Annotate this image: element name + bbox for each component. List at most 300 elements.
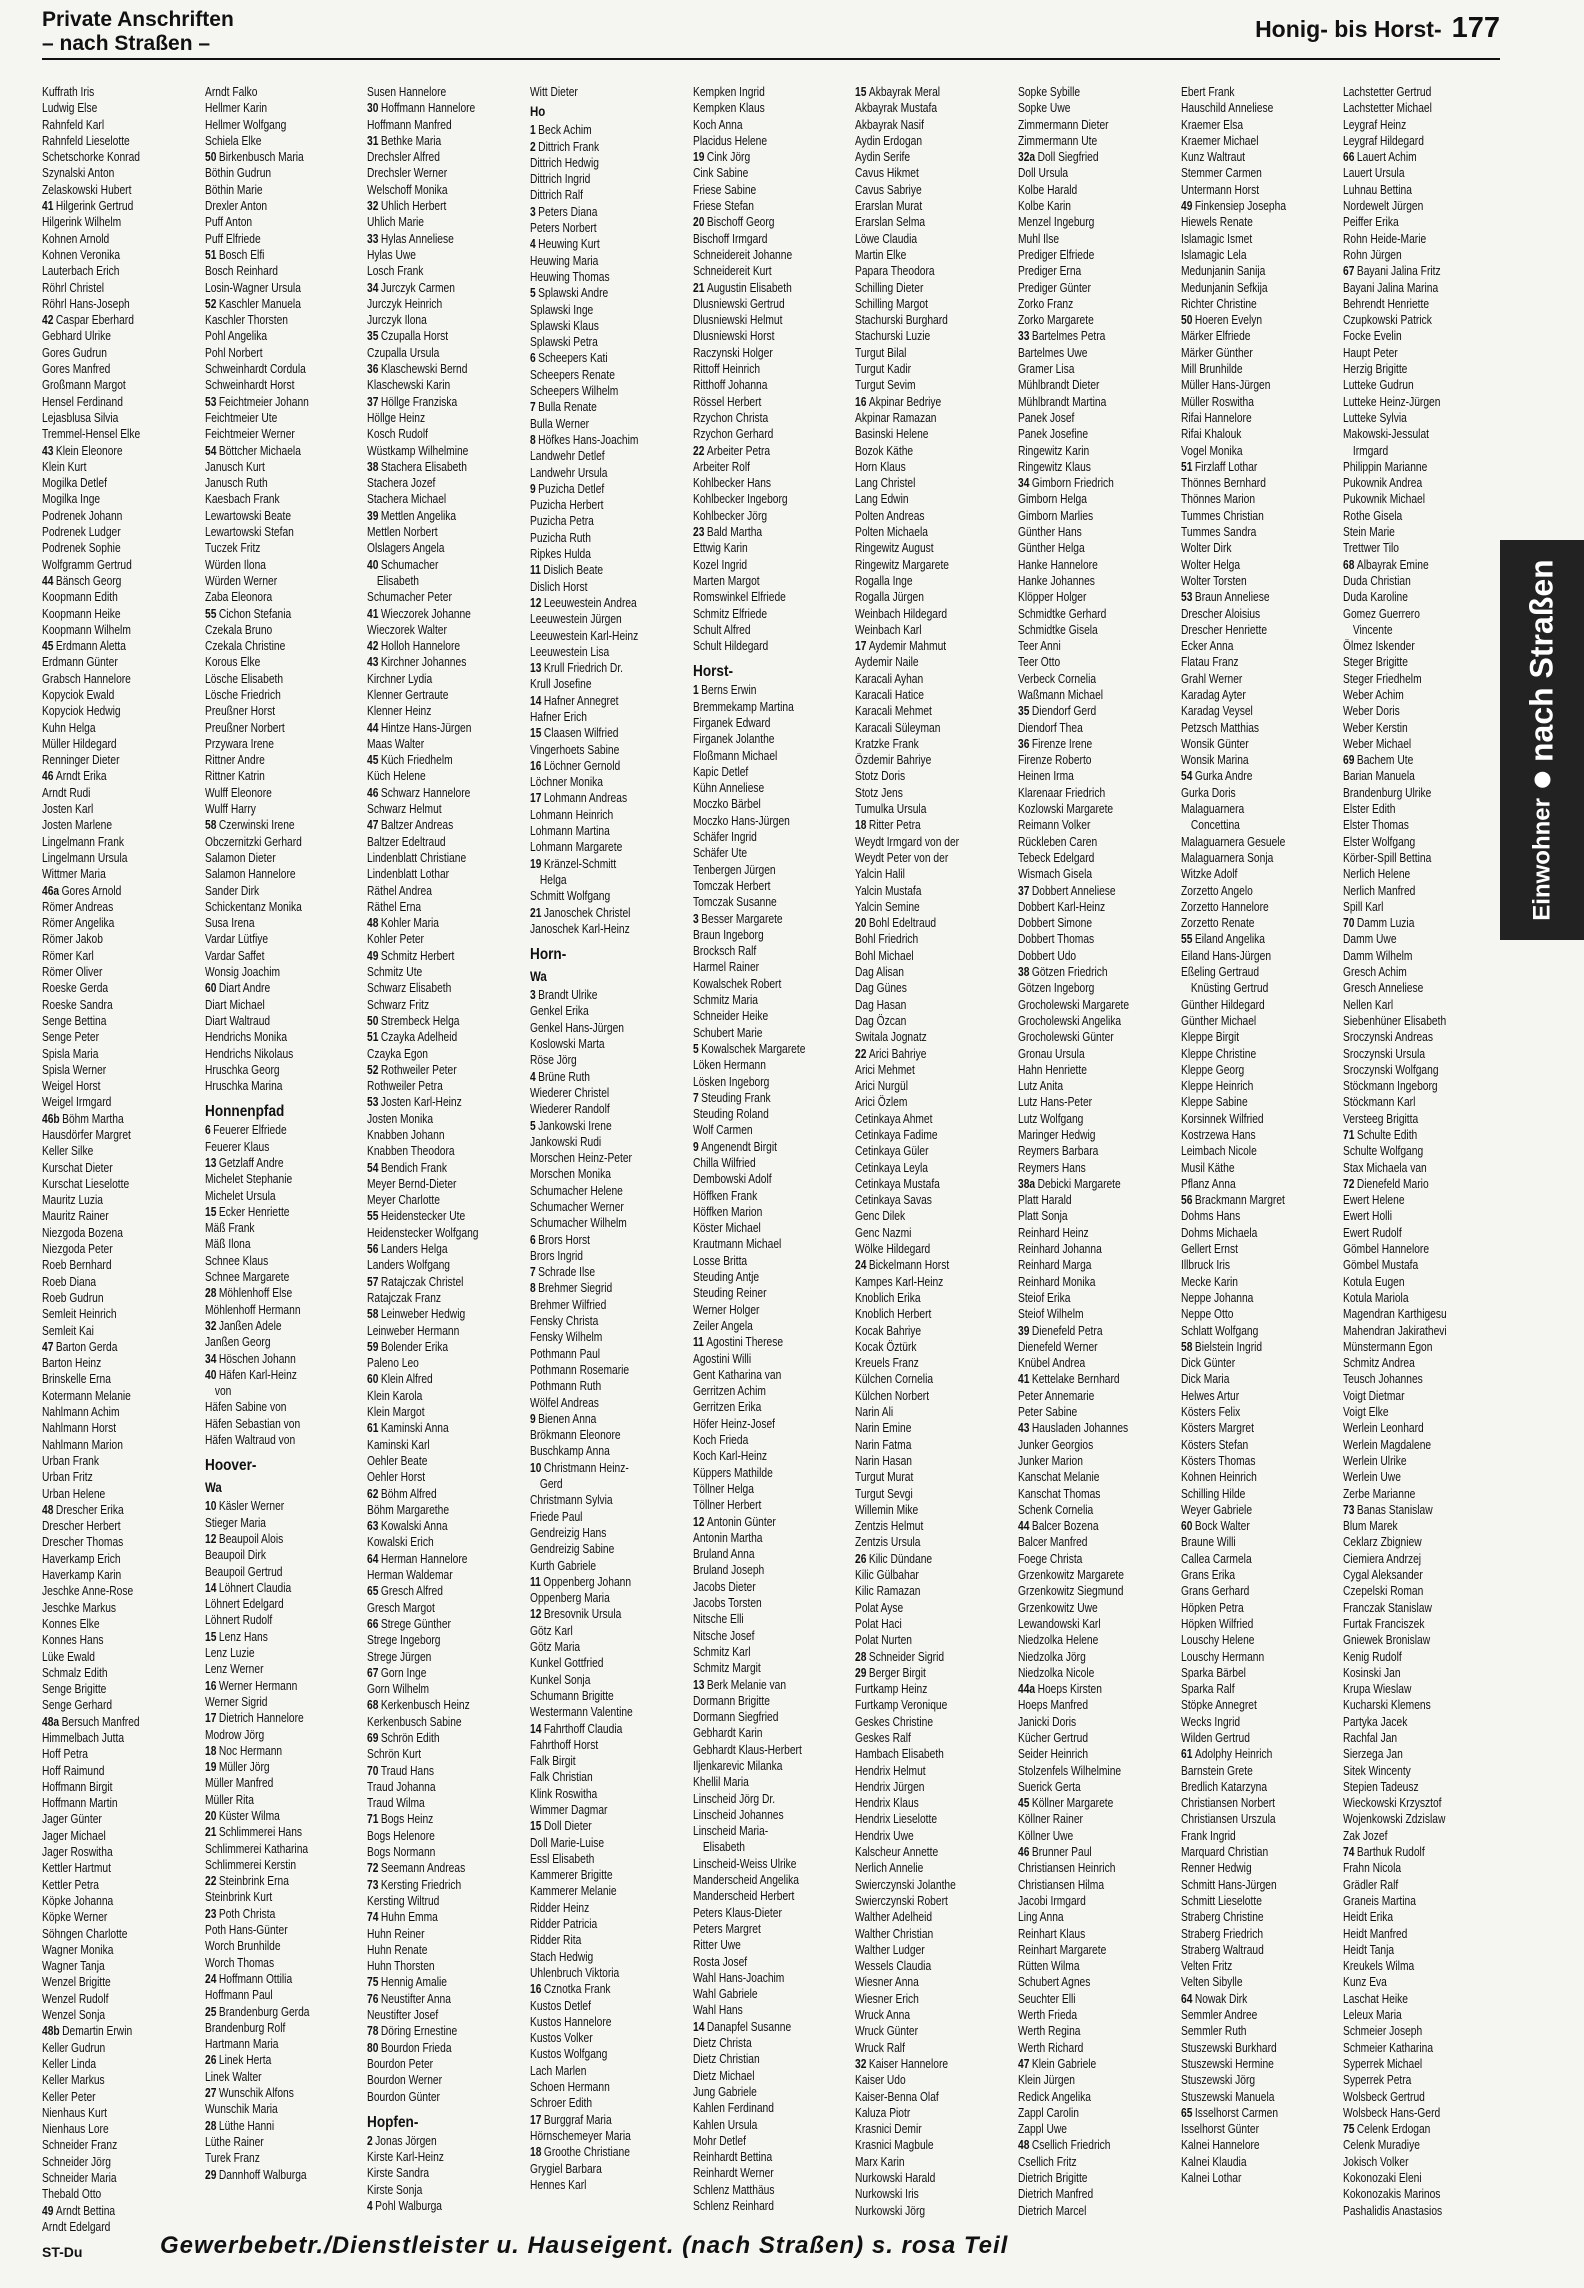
resident-name: Kaiser Hannelore xyxy=(869,2056,949,2071)
resident-name: Basinski Helene xyxy=(855,427,929,442)
resident-name: Külchen Cornelia xyxy=(855,1372,934,1387)
resident-name: Dlusniewski Helmut xyxy=(692,313,783,328)
resident-name: Wolf Carmen xyxy=(692,1123,753,1138)
house-number: 15 xyxy=(204,1629,217,1644)
resident-entry xyxy=(1018,443,1146,459)
resident-entry xyxy=(1018,312,1146,328)
resident-name: Lachstetter Gertrud xyxy=(1343,85,1432,99)
resident-entry xyxy=(205,785,333,801)
resident-entry xyxy=(1018,1844,1146,1860)
resident-entry xyxy=(693,1514,821,1530)
resident-entry xyxy=(855,1600,983,1616)
resident-entry xyxy=(367,1632,495,1648)
resident-entry xyxy=(1018,1502,1146,1518)
resident-name: Keller Linda xyxy=(42,2056,97,2071)
house-number: 50 xyxy=(367,1013,379,1028)
resident-name: Feuerer Klaus xyxy=(204,1139,270,1154)
resident-name: Mauritz Rainer xyxy=(42,1209,109,1224)
resident-name: Köpke Werner xyxy=(42,1910,108,1925)
house-number: 71 xyxy=(1343,1128,1355,1142)
resident-name: Jacobi Irmgard xyxy=(1018,1893,1086,1908)
resident-name: Versteeg Brigitta xyxy=(1343,1111,1419,1126)
resident-entry xyxy=(1181,1860,1309,1876)
resident-entry xyxy=(855,1453,983,1469)
house-number: 43 xyxy=(1018,1421,1030,1436)
resident-name: Tuczek Fritz xyxy=(204,541,261,556)
house-number: 45 xyxy=(1018,1796,1030,1811)
resident-name: Christiansen Heinrich xyxy=(1018,1861,1116,1876)
resident-entry xyxy=(42,165,170,181)
resident-name: Kösters Stefan xyxy=(1180,1437,1248,1452)
resident-entry xyxy=(42,736,170,752)
resident-name: Reinhard Heinz xyxy=(1018,1225,1089,1240)
resident-entry xyxy=(367,801,495,817)
resident-entry xyxy=(855,1355,983,1371)
house-number: 50 xyxy=(1180,313,1193,328)
resident-entry xyxy=(855,165,983,181)
house-number: 72 xyxy=(367,1861,379,1876)
resident-entry xyxy=(855,899,983,915)
resident-name: Walther Adelheid xyxy=(855,1910,933,1925)
resident-entry xyxy=(693,1970,821,1986)
resident-name: Kaminski Anna xyxy=(381,1421,449,1436)
house-number: 45 xyxy=(367,753,379,768)
resident-entry xyxy=(367,1616,495,1632)
resident-entry xyxy=(367,1176,495,1192)
resident-name: Zorko Franz xyxy=(1018,296,1074,311)
resident-entry xyxy=(1181,817,1309,833)
resident-name: Genkel Hans-Jürgen xyxy=(530,1020,625,1035)
house-number: 49 xyxy=(42,2203,54,2218)
resident-name: Fahrthoff Claudia xyxy=(543,1721,623,1736)
resident-entry xyxy=(42,1795,170,1811)
section-title xyxy=(42,8,234,56)
resident-entry xyxy=(205,524,333,540)
house-number: 46 xyxy=(42,769,54,784)
house-number: 46b xyxy=(42,1111,60,1126)
resident-entry xyxy=(530,1232,658,1248)
resident-entry xyxy=(367,1714,495,1730)
resident-name: Lösche Elisabeth xyxy=(204,671,283,686)
resident-entry xyxy=(1181,296,1309,312)
resident-name: Yalcin Mustafa xyxy=(855,883,922,898)
resident-entry xyxy=(855,540,983,556)
directory-column xyxy=(855,84,1012,2235)
resident-entry xyxy=(1181,231,1309,247)
resident-entry xyxy=(855,768,983,784)
section-tab[interactable] xyxy=(1500,540,1584,940)
resident-entry xyxy=(42,1551,170,1567)
resident-entry xyxy=(42,1681,170,1697)
resident-entry xyxy=(530,823,658,839)
resident-name: Elster Wolfgang xyxy=(1343,834,1416,849)
resident-entry xyxy=(367,2133,495,2149)
resident-entry xyxy=(367,394,495,410)
resident-entry xyxy=(42,801,170,817)
resident-name: Traud Wilma xyxy=(367,1796,426,1811)
resident-entry xyxy=(1343,1534,1471,1550)
resident-entry xyxy=(367,736,495,752)
resident-name: Schneider Maria xyxy=(42,2171,117,2185)
resident-name: Römer Oliver xyxy=(42,965,103,980)
resident-entry xyxy=(855,524,983,540)
resident-name: Köpke Johanna xyxy=(42,1893,114,1908)
resident-name: Cink Jörg xyxy=(706,150,750,165)
resident-name: Wölke Hildegard xyxy=(855,1242,931,1257)
resident-entry xyxy=(1181,2137,1309,2153)
resident-entry xyxy=(693,1122,821,1138)
resident-entry xyxy=(1181,84,1309,100)
resident-name: Schneider Heike xyxy=(692,1009,768,1024)
resident-name: Pothmann Rosemarie xyxy=(530,1362,630,1377)
resident-entry xyxy=(530,1362,658,1378)
resident-entry xyxy=(367,296,495,312)
resident-name: Kohler Peter xyxy=(367,932,425,947)
resident-entry xyxy=(530,872,658,888)
resident-entry xyxy=(1343,1649,1471,1665)
resident-name: Leinweber Hedwig xyxy=(381,1307,466,1322)
resident-entry xyxy=(367,1225,495,1241)
resident-entry xyxy=(367,1779,495,1795)
resident-name: Knoblich Erika xyxy=(855,1290,921,1305)
resident-entry xyxy=(693,1432,821,1448)
resident-entry xyxy=(1181,1600,1309,1616)
resident-name: Arici Mehmet xyxy=(855,1062,916,1077)
resident-entry xyxy=(855,149,983,165)
house-number: 61 xyxy=(367,1421,379,1436)
resident-entry xyxy=(855,1437,983,1453)
resident-name: Jurczyk Heinrich xyxy=(367,296,443,311)
house-number: 56 xyxy=(1180,1193,1193,1208)
resident-name: Kühn Anneliese xyxy=(692,781,764,796)
house-number: 28 xyxy=(855,1649,867,1664)
resident-entry xyxy=(1343,1388,1471,1404)
resident-entry xyxy=(1181,1469,1309,1485)
resident-name: Splawski Andre xyxy=(538,286,609,301)
resident-name: Hafner Annegret xyxy=(543,693,619,708)
resident-name: Janusch Kurt xyxy=(204,459,265,474)
resident-entry xyxy=(530,1183,658,1199)
resident-entry xyxy=(1181,182,1309,198)
resident-entry xyxy=(1181,964,1309,980)
resident-name: Lohmann Margarete xyxy=(530,840,623,855)
resident-name: Hausdörfer Margret xyxy=(42,1128,131,1142)
resident-entry xyxy=(693,1660,821,1676)
resident-entry xyxy=(1181,1909,1309,1925)
resident-name: Bourdon Peter xyxy=(367,2056,434,2071)
resident-entry xyxy=(367,1274,495,1290)
resident-entry xyxy=(367,540,495,556)
resident-name: Dag Alisan xyxy=(855,965,905,980)
resident-name: Semmler Andree xyxy=(1180,2008,1258,2023)
resident-entry xyxy=(855,834,983,850)
resident-entry xyxy=(1018,2121,1146,2137)
resident-name: Niedzolka Jörg xyxy=(1018,1649,1086,1664)
resident-entry xyxy=(1018,1339,1146,1355)
resident-entry xyxy=(1018,573,1146,589)
resident-entry xyxy=(530,1525,658,1541)
resident-name: Lewandowski Karl xyxy=(1018,1616,1101,1631)
resident-entry xyxy=(1181,328,1309,344)
resident-name: Medunjanin Sanija xyxy=(1180,264,1266,279)
resident-entry xyxy=(42,1323,170,1339)
resident-name: Stieger Maria xyxy=(204,1515,266,1530)
resident-name: Czupalla Horst xyxy=(381,329,449,344)
resident-name: Vardar Saffet xyxy=(204,948,265,963)
resident-name: Redick Angelika xyxy=(1018,2089,1091,2104)
resident-name: Steiof Erika xyxy=(1018,1290,1071,1305)
resident-entry xyxy=(530,1003,658,1019)
resident-entry xyxy=(693,1236,821,1252)
resident-entry xyxy=(693,862,821,878)
resident-name: Kohnen Veronika xyxy=(42,247,121,262)
resident-entry xyxy=(1343,1306,1471,1322)
resident-entry xyxy=(1181,377,1309,393)
resident-entry xyxy=(693,1579,821,1595)
resident-name: Pohl Walburga xyxy=(375,2199,443,2213)
resident-entry xyxy=(855,1811,983,1827)
resident-name: Grocholewski Angelika xyxy=(1018,1013,1122,1028)
resident-entry xyxy=(205,100,333,116)
resident-entry xyxy=(205,1046,333,1062)
resident-entry xyxy=(42,1763,170,1779)
house-number: 65 xyxy=(367,1584,379,1599)
resident-entry xyxy=(1018,1094,1146,1110)
resident-name: Rosta Josef xyxy=(692,1954,747,1969)
resident-name: Nahlmann Achim xyxy=(42,1405,120,1420)
resident-entry xyxy=(693,1367,821,1383)
resident-name: Bartelmes Petra xyxy=(1031,329,1106,344)
resident-name: Höschen Johann xyxy=(218,1351,296,1366)
resident-name: Rogalla Inge xyxy=(855,573,913,588)
resident-name: Islamagic Lela xyxy=(1180,247,1247,262)
resident-entry xyxy=(205,1416,333,1432)
resident-name: Söhngen Charlotte xyxy=(42,1926,128,1941)
resident-name: Teusch Johannes xyxy=(1343,1372,1424,1387)
resident-entry xyxy=(693,682,821,698)
resident-entry xyxy=(367,231,495,247)
resident-entry xyxy=(693,296,821,312)
house-number: 26 xyxy=(855,1551,867,1566)
resident-entry xyxy=(530,530,658,546)
resident-entry xyxy=(693,247,821,263)
resident-entry xyxy=(855,231,983,247)
resident-name: Urban Frank xyxy=(42,1453,99,1468)
resident-entry xyxy=(1018,149,1146,165)
resident-entry xyxy=(1181,1388,1309,1404)
resident-entry xyxy=(205,1987,333,2003)
resident-entry xyxy=(1343,1143,1471,1159)
resident-name: Weydt Irmgard von der xyxy=(855,834,960,849)
resident-entry xyxy=(530,1639,658,1655)
resident-entry xyxy=(693,829,821,845)
house-number: 18 xyxy=(530,2145,542,2160)
resident-name: Uhlich Marie xyxy=(367,215,425,230)
resident-name: Hendrix Uwe xyxy=(855,1828,915,1843)
resident-name: Heuwing Thomas xyxy=(530,269,610,284)
resident-name: Behrendt Henriette xyxy=(1343,296,1430,311)
resident-name: Claasen Wilfried xyxy=(543,726,619,741)
resident-name: Rahnfeld Karl xyxy=(42,117,105,132)
resident-name: Diart Waltraud xyxy=(204,1013,270,1028)
house-number: 15 xyxy=(530,726,542,741)
resident-entry xyxy=(367,1094,495,1110)
resident-name: Wieckowski Krzysztof xyxy=(1343,1796,1442,1811)
resident-entry xyxy=(1181,1355,1309,1371)
page-number: 177 xyxy=(1451,12,1500,44)
resident-name: Kalnei Klaudia xyxy=(1180,2154,1247,2169)
resident-entry xyxy=(855,443,983,459)
resident-entry xyxy=(367,198,495,214)
resident-name: Poth Hans-Günter xyxy=(204,1923,288,1938)
resident-entry xyxy=(42,296,170,312)
resident-name: Wonsig Joachim xyxy=(204,965,280,980)
resident-entry xyxy=(367,964,495,980)
resident-entry xyxy=(205,1743,333,1759)
resident-name: Krasnici Demir xyxy=(855,2122,922,2137)
resident-name: Illbruck Iris xyxy=(1180,1258,1230,1273)
resident-entry xyxy=(1018,980,1146,996)
resident-name: Kampes Karl-Heinz xyxy=(855,1274,944,1289)
resident-name: Janusch Ruth xyxy=(204,476,268,491)
resident-entry xyxy=(1343,1811,1471,1827)
resident-name: Polten Andreas xyxy=(855,508,925,523)
resident-entry xyxy=(367,948,495,964)
resident-entry xyxy=(530,2046,658,2062)
resident-name: Kaschler Thorsten xyxy=(204,313,288,328)
resident-name: Bald Martha xyxy=(706,525,762,540)
resident-entry xyxy=(205,736,333,752)
resident-name: Töllner Herbert xyxy=(692,1498,762,1513)
resident-name: Jeschke Markus xyxy=(42,1600,117,1615)
resident-entry xyxy=(42,1257,170,1273)
resident-entry xyxy=(1343,573,1471,589)
resident-name: Nitsche Josef xyxy=(692,1628,755,1643)
resident-name: Löhnert Rudolf xyxy=(204,1613,272,1628)
resident-name: Josten Monika xyxy=(367,1111,434,1126)
resident-entry xyxy=(1181,524,1309,540)
resident-entry xyxy=(205,557,333,573)
resident-entry xyxy=(1181,1208,1309,1224)
resident-entry xyxy=(855,2137,983,2153)
resident-entry xyxy=(693,133,821,149)
resident-name: Gömbel Hannelore xyxy=(1343,1242,1430,1257)
resident-entry xyxy=(42,1437,170,1453)
resident-entry xyxy=(530,1411,658,1427)
resident-entry xyxy=(42,1274,170,1290)
resident-entry xyxy=(205,2118,333,2134)
resident-entry xyxy=(693,748,821,764)
resident-entry xyxy=(530,1949,658,1965)
resident-name: Kapic Detlef xyxy=(692,764,748,779)
resident-entry xyxy=(855,1371,983,1387)
resident-name: Yalcin Halil xyxy=(855,867,906,882)
house-number: 32 xyxy=(367,199,379,214)
resident-name: Bischoff Georg xyxy=(706,215,775,230)
house-number: 21 xyxy=(530,905,542,920)
resident-name: Steuding Antje xyxy=(692,1270,759,1285)
resident-name: Römer Andreas xyxy=(42,899,114,914)
resident-name: Lenz Hans xyxy=(218,1629,268,1644)
resident-name: Herzig Brigitte xyxy=(1343,362,1408,377)
resident-name: Floßmann Michael xyxy=(692,748,777,763)
resident-name: Leygraf Heinz xyxy=(1343,117,1407,132)
resident-name: Rückleben Caren xyxy=(1018,834,1098,849)
resident-name: Yalcin Semine xyxy=(855,899,921,914)
resident-entry xyxy=(1181,540,1309,556)
resident-name: Laschat Heike xyxy=(1343,1991,1409,2006)
resident-entry xyxy=(205,165,333,181)
resident-entry xyxy=(367,1697,495,1713)
resident-entry xyxy=(42,899,170,915)
resident-name: Schneider Sigrid xyxy=(869,1649,945,1664)
resident-name: Falk Christian xyxy=(530,1770,593,1785)
resident-entry xyxy=(367,263,495,279)
resident-entry xyxy=(530,1851,658,1867)
resident-entry xyxy=(693,2198,821,2214)
resident-entry xyxy=(530,1900,658,1916)
resident-name: Podrenek Johann xyxy=(42,508,123,523)
resident-entry xyxy=(693,573,821,589)
resident-entry xyxy=(1018,100,1146,116)
resident-entry xyxy=(205,573,333,589)
resident-entry xyxy=(367,2056,495,2072)
resident-entry xyxy=(1343,1844,1471,1860)
resident-name: Jankowski Irene xyxy=(538,1118,612,1133)
resident-name: Bruland Anna xyxy=(692,1547,755,1562)
resident-name: Werlein Ulrike xyxy=(1343,1453,1407,1468)
resident-entry xyxy=(205,1302,333,1318)
resident-name: Senge Gerhard xyxy=(42,1698,113,1713)
resident-entry xyxy=(530,220,658,236)
resident-entry xyxy=(42,622,170,638)
resident-name: Kösters Felix xyxy=(1180,1405,1240,1420)
resident-entry xyxy=(1181,785,1309,801)
resident-entry xyxy=(1018,785,1146,801)
resident-entry xyxy=(1181,2089,1309,2105)
resident-name: Dobbert Udo xyxy=(1018,948,1077,963)
resident-entry xyxy=(42,1877,170,1893)
house-number: 53 xyxy=(204,394,217,409)
resident-entry xyxy=(205,1013,333,1029)
resident-name: Koch Frieda xyxy=(692,1433,748,1448)
resident-entry xyxy=(1343,508,1471,524)
house-number: 64 xyxy=(1180,1991,1193,2006)
resident-entry xyxy=(1018,1208,1146,1224)
resident-name: Krasnici Magbule xyxy=(855,2138,934,2153)
resident-entry xyxy=(42,703,170,719)
house-number: 49 xyxy=(367,948,379,963)
resident-name: Kanschat Melanie xyxy=(1018,1470,1100,1485)
resident-name: Räthel Erna xyxy=(367,899,422,914)
resident-name: Werlein Uwe xyxy=(1343,1470,1402,1485)
resident-entry xyxy=(1343,459,1471,475)
resident-entry xyxy=(693,606,821,622)
resident-name: Schilling Margot xyxy=(855,296,929,311)
resident-name: Stuszewski Burkhard xyxy=(1180,2040,1277,2055)
resident-name: Moczko Bärbel xyxy=(692,797,761,812)
resident-name: Keller Gudrun xyxy=(42,2040,106,2055)
resident-name: Werth Frieda xyxy=(1018,2008,1078,2023)
resident-name: Bartelmes Uwe xyxy=(1018,345,1088,360)
resident-name: Czerwinski Irene xyxy=(218,818,295,833)
resident-entry xyxy=(1018,1600,1146,1616)
resident-entry xyxy=(693,345,821,361)
resident-entry xyxy=(693,377,821,393)
resident-name: Seuchter Elli xyxy=(1018,1991,1076,2006)
resident-name: Ewert Holli xyxy=(1343,1209,1393,1224)
resident-name: Koopmann Edith xyxy=(42,590,118,605)
